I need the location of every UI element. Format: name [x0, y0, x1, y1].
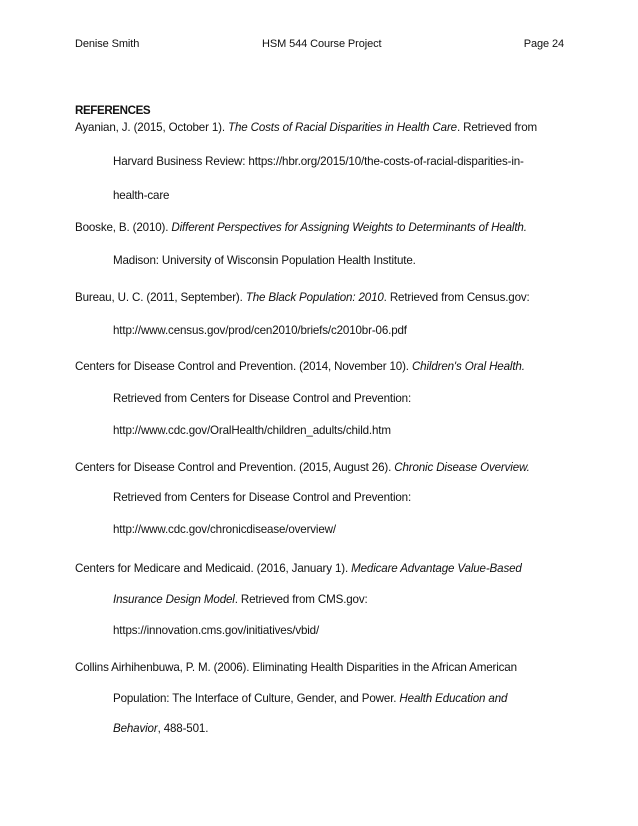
reference-7-line-3: Behavior, 488-501. [113, 722, 209, 735]
reference-3-line-1: Bureau, U. C. (2011, September). The Black Population: 2010. Retrieved from Census.gov: [75, 291, 530, 304]
reference-5-line-1: Centers for Disease Control and Prevention. (2015, August 26). Chronic Disease Overview. [75, 461, 530, 474]
reference-3-line-2: http://www.census.gov/prod/cen2010/briefs/c2010br-06.pdf [113, 324, 407, 337]
reference-2-line-2: Madison: University of Wisconsin Population Health Institute. [113, 254, 416, 267]
reference-1-line-1: Ayanian, J. (2015, October 1). The Costs of Racial Disparities in Health Care. Retrieved from [75, 121, 538, 134]
reference-7-line-1: Collins Airhihenbuwa, P. M. (2006). Eliminating Health Disparities in the African American [75, 661, 517, 674]
reference-5-line-2: Retrieved from Centers for Disease Control and Prevention: [113, 491, 412, 504]
reference-4-line-3: http://www.cdc.gov/OralHealth/children_adults/child.htm [113, 424, 391, 437]
reference-6-line-2: Insurance Design Model. Retrieved from CMS.gov: [113, 593, 368, 606]
reference-1-line-3: health-care [113, 189, 170, 202]
reference-7-line-2: Population: The Interface of Culture, Gender, and Power. Health Education and [113, 692, 508, 705]
reference-6-line-3: https://innovation.cms.gov/initiatives/vbid/ [113, 624, 320, 637]
reference-4-line-2: Retrieved from Centers for Disease Control and Prevention: [113, 392, 412, 405]
reference-1-line-2: Harvard Business Review: https://hbr.org/2015/10/the-costs-of-racial-disparities-in- [113, 155, 524, 168]
header-course: HSM 544 Course Project [262, 38, 382, 50]
reference-5-line-3: http://www.cdc.gov/chronicdisease/overview/ [113, 523, 336, 536]
header-page-number: Page 24 [523, 38, 564, 50]
reference-4-line-1: Centers for Disease Control and Prevention. (2014, November 10). Children's Oral Health. [75, 360, 525, 373]
header-author: Denise Smith [75, 38, 140, 50]
references-heading: REFERENCES [75, 104, 151, 117]
reference-6-line-1: Centers for Medicare and Medicaid. (2016, January 1). Medicare Advantage Value-Based [75, 562, 522, 575]
reference-2-line-1: Booske, B. (2010). Different Perspectives for Assigning Weights to Determinants of Health. [75, 221, 527, 234]
